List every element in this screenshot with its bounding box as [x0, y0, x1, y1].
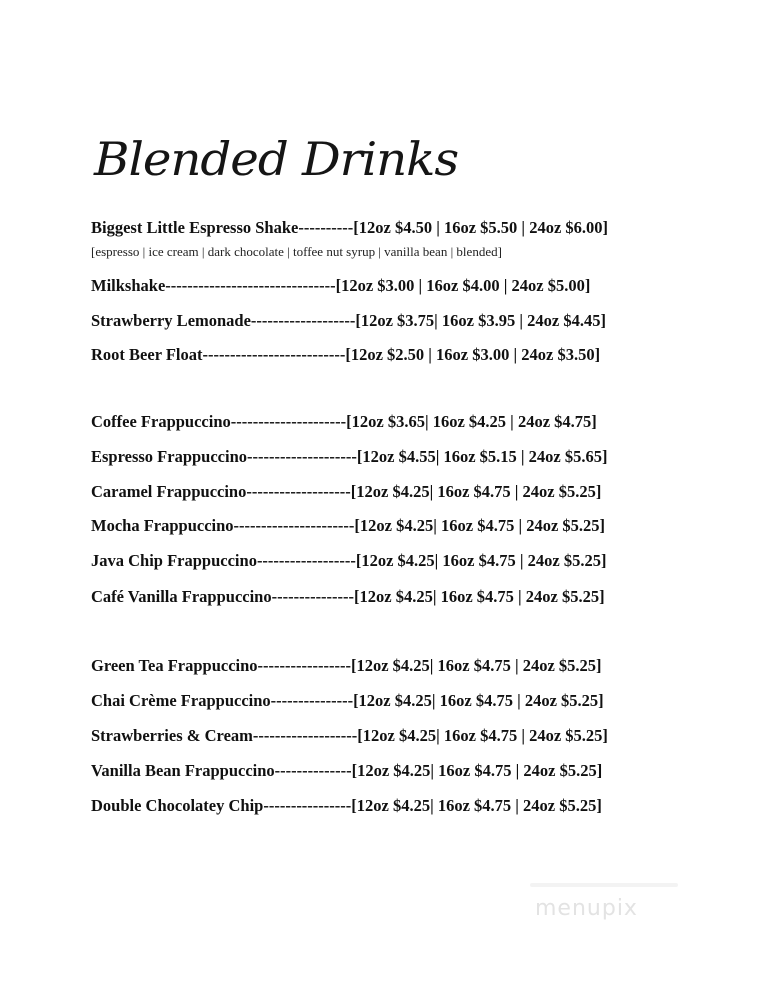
menu-item-espresso-frappuccino: Espresso Frappuccino--------------------[12oz $4.55| 16oz $5.15 | 24oz $5.65] [91, 447, 608, 466]
menu-item-root-beer-float: Root Beer Float--------------------------[12oz $2.50 | 16oz $3.00 | 24oz $3.50] [91, 345, 601, 364]
menu-item-coffee-frappuccino: Coffee Frappuccino---------------------[12oz $3.65| 16oz $4.25 | 24oz $4.75] [91, 412, 597, 431]
menu-item-milkshake: Milkshake-------------------------------[12oz $3.00 | 16oz $4.00 | 24oz $5.00] [91, 276, 591, 295]
menu-item-caramel-frappuccino: Caramel Frappuccino-------------------[12oz $4.25| 16oz $4.75 | 24oz $5.25] [91, 482, 602, 501]
watermark-bar [530, 883, 678, 887]
menu-item-chai-creme-frappuccino: Chai Crème Frappuccino---------------[12oz $4.25| 16oz $4.75 | 24oz $5.25] [91, 691, 604, 710]
menu-item-cafe-vanilla-frappuccino: Café Vanilla Frappuccino---------------[12oz $4.25| 16oz $4.75 | 24oz $5.25] [91, 587, 605, 606]
menu-item-java-chip-frappuccino: Java Chip Frappuccino------------------[12oz $4.25| 16oz $4.75 | 24oz $5.25] [91, 551, 607, 570]
ingredients-note: [espresso | ice cream | dark chocolate | toffee nut syrup | vanilla bean | blended] [91, 244, 502, 259]
menu-item-mocha-frappuccino: Mocha Frappuccino----------------------[12oz $4.25| 16oz $4.75 | 24oz $5.25] [91, 516, 606, 535]
menu-item-double-chocolatey-chip: Double Chocolatey Chip----------------[12oz $4.25| 16oz $4.75 | 24oz $5.25] [91, 796, 602, 815]
watermark: menupix [535, 896, 638, 921]
menu-item-biggest-little-espresso-shake: Biggest Little Espresso Shake----------[12oz $4.50 | 16oz $5.50 | 24oz $6.00] [91, 218, 609, 237]
menu-item-vanilla-bean-frappuccino: Vanilla Bean Frappuccino--------------[12oz $4.25| 16oz $4.75 | 24oz $5.25] [91, 761, 603, 780]
menu-item-strawberries-and-cream: Strawberries & Cream-------------------[12oz $4.25| 16oz $4.75 | 24oz $5.25] [91, 726, 608, 745]
menu-item-strawberry-lemonade: Strawberry Lemonade-------------------[12oz $3.75| 16oz $3.95 | 24oz $4.45] [91, 311, 606, 330]
page-title: Blended Drinks [94, 132, 459, 186]
menu-item-green-tea-frappuccino: Green Tea Frappuccino-----------------[12oz $4.25| 16oz $4.75 | 24oz $5.25] [91, 656, 602, 675]
